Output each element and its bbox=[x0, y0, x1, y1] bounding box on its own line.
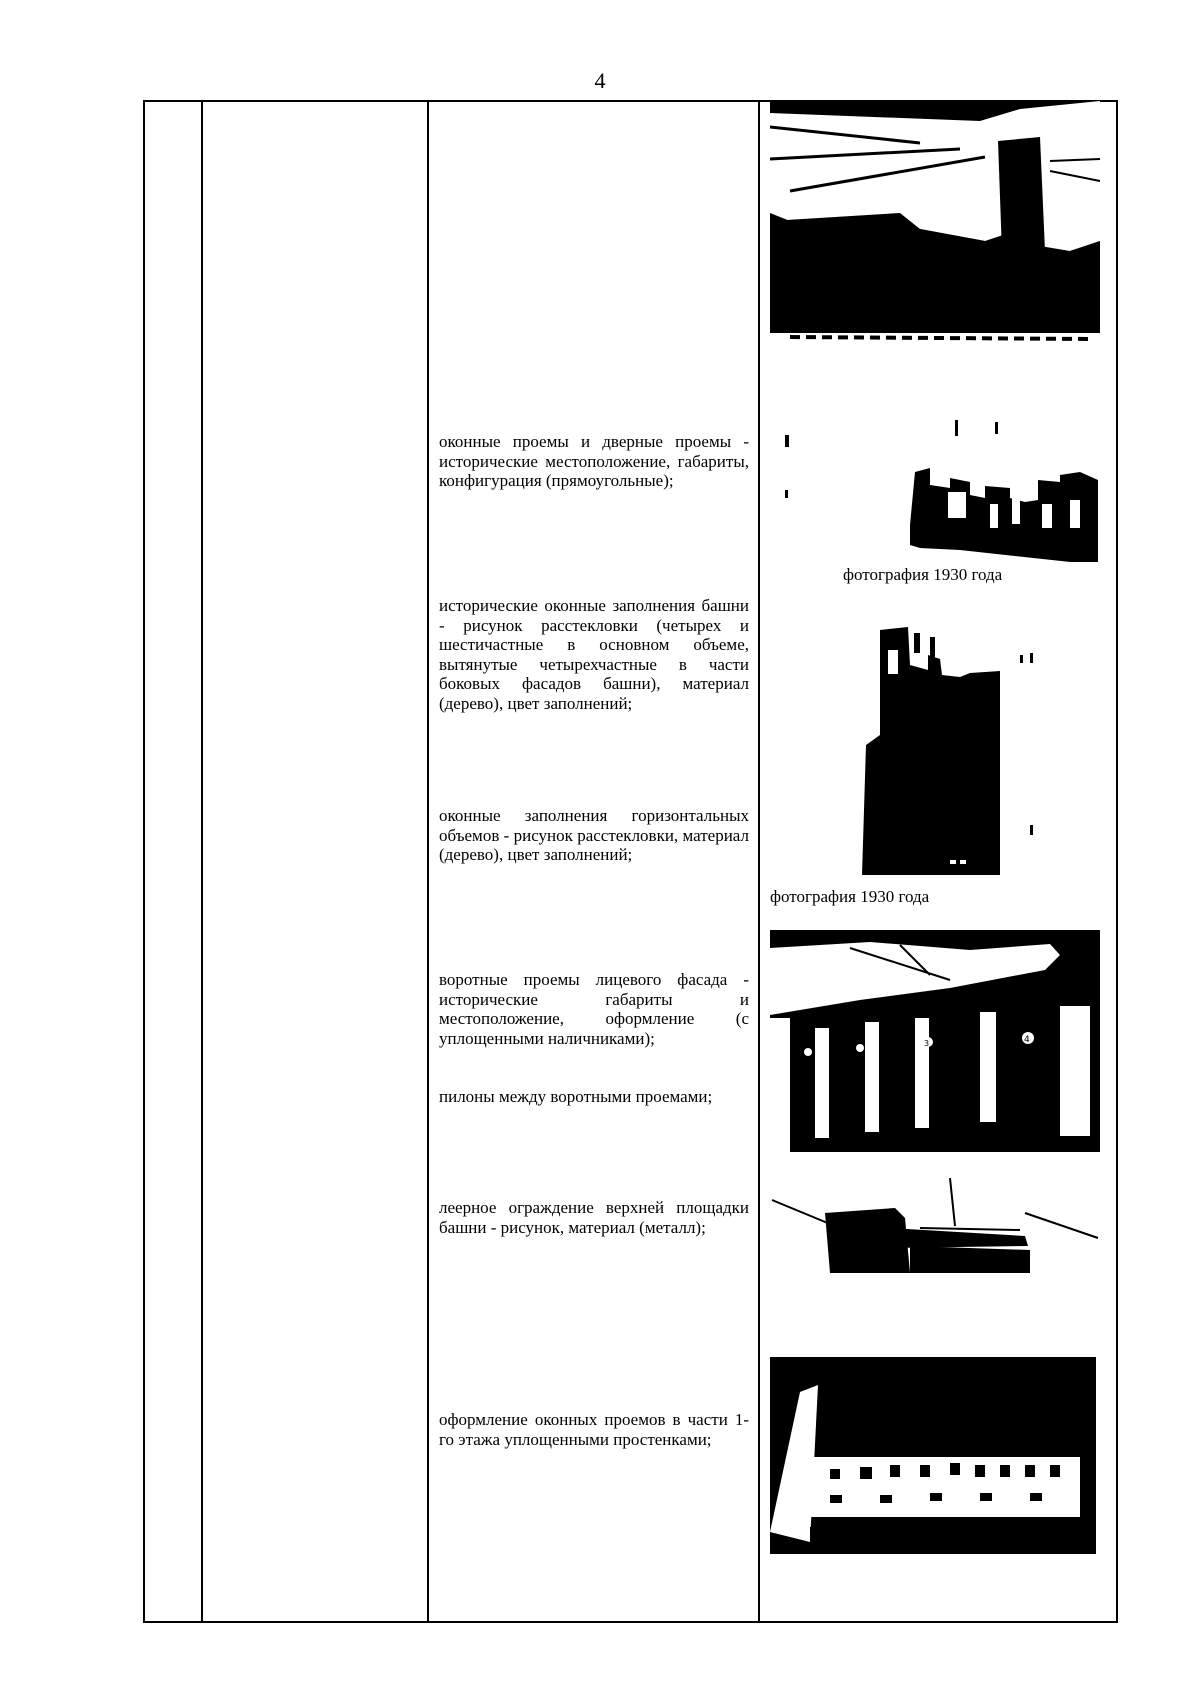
table-bottom-border bbox=[143, 1621, 1118, 1623]
table-right-border bbox=[1116, 100, 1118, 1623]
facade-windows-1930-photo bbox=[780, 410, 1098, 570]
row-text-tower-window-fillings: исторические оконные заполнения башни - рисунок расстекловки (четырех и шестичастные в основном объеме, вытянутые четырехчастные в части боковых фасадов башни), материал (дерево), цвет заполнений; bbox=[439, 596, 749, 713]
column-divider-2 bbox=[427, 100, 429, 1623]
table-left-border bbox=[143, 100, 145, 1623]
row-text-railing: леерное ограждение верхней площадки башни - рисунок, материал (металл); bbox=[439, 1198, 749, 1237]
row-text-horizontal-volumes-fillings: оконные заполнения горизонтальных объемов - рисунок расстекловки, материал (дерево), цвет заполнений; bbox=[439, 806, 749, 864]
column-divider-1 bbox=[201, 100, 203, 1623]
row-text-gate-openings: воротные проемы лицевого фасада - исторические габариты и местоположение, оформление (с уплощенными наличниками); bbox=[439, 970, 749, 1048]
tower-1930-photo bbox=[860, 625, 1060, 875]
ground-floor-windows-photo bbox=[770, 1357, 1096, 1554]
tower-railing-photo bbox=[770, 1178, 1100, 1278]
photo-caption-1930: фотография 1930 года bbox=[843, 565, 1003, 584]
tower-street-photo bbox=[770, 101, 1100, 347]
photo-caption-1930: фотография 1930 года bbox=[770, 887, 930, 906]
gate-number-label: 4 bbox=[1024, 1035, 1030, 1045]
page-number: 4 bbox=[594, 68, 606, 93]
row-text-window-door-openings: оконные проемы и дверные проемы - исторические местоположение, габариты, конфигурация (прямоугольные); bbox=[439, 432, 749, 490]
row-text-ground-floor-windows: оформление оконных проемов в части 1-го этажа уплощенными простенками; bbox=[439, 1410, 749, 1449]
gates-facade-photo bbox=[770, 930, 1100, 1152]
row-text-pylons: пилоны между воротными проемами; bbox=[439, 1087, 713, 1106]
gate-number-label: 3 bbox=[924, 1039, 930, 1048]
column-divider-3 bbox=[758, 100, 760, 1623]
